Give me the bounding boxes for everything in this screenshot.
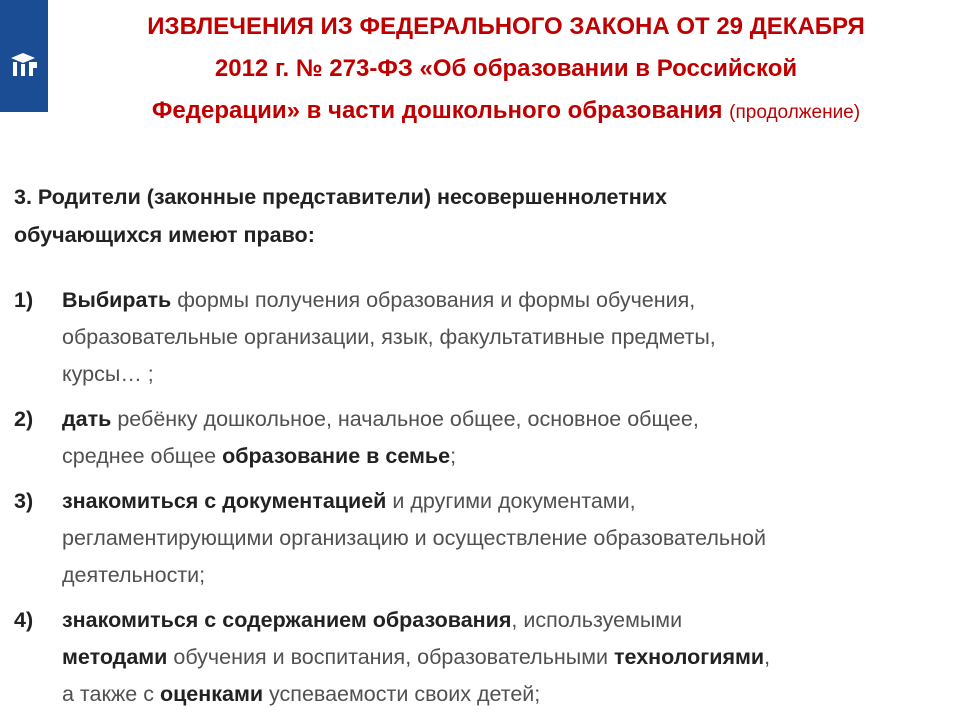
list-item-text: курсы… ; bbox=[62, 362, 154, 386]
list-item bbox=[14, 401, 950, 475]
list-item bbox=[14, 483, 950, 594]
intro-paragraph bbox=[14, 178, 950, 254]
list-item-number: 2) bbox=[14, 407, 34, 431]
list-item bbox=[14, 282, 950, 393]
list-item-text: ребёнку дошкольное, начальное общее, основное общее, bbox=[111, 407, 699, 431]
list-item-text: успеваемости своих детей; bbox=[263, 682, 541, 706]
title-line-1: ИЗВЛЕЧЕНИЯ ИЗ ФЕДЕРАЛЬНОГО ЗАКОНА ОТ 29 ДЕКАБРЯ bbox=[147, 13, 865, 40]
slide-title bbox=[62, 6, 950, 134]
list-item-bold: оценками bbox=[159, 682, 264, 706]
list-item-bold: знакомиться с содержанием образования bbox=[62, 608, 512, 632]
list-item-number: 1) bbox=[14, 288, 34, 312]
title-line-2: 2012 г. № 273-ФЗ «Об образовании в Российской bbox=[214, 55, 798, 82]
list-item-bold: методами bbox=[62, 645, 168, 669]
title-continuation: (продолжение) bbox=[729, 102, 861, 123]
list-item-bold: технологиями bbox=[614, 645, 765, 669]
list-item-text: , bbox=[764, 645, 771, 669]
title-line-3-text: Федерации» в части дошкольного образования bbox=[151, 97, 723, 124]
list-item-bold: дать bbox=[62, 407, 112, 431]
brand-side-bar bbox=[0, 0, 48, 112]
list-item-text: а также с bbox=[62, 682, 160, 706]
intro-line-2: обучающихся имеют право: bbox=[14, 223, 315, 247]
intro-line-1: 3. Родители (законные представители) несовершеннолетних bbox=[14, 185, 667, 209]
rights-list bbox=[14, 282, 950, 713]
list-item-text: регламентирующими организацию и осуществление образовательной bbox=[62, 526, 766, 550]
list-item-text: образовательные организации, язык, факультативные предметы, bbox=[62, 325, 716, 349]
list-item bbox=[14, 602, 950, 713]
list-item-text: ; bbox=[450, 444, 457, 468]
list-item-text: деятельности; bbox=[62, 563, 206, 587]
list-item-bold: образование в семье bbox=[222, 444, 451, 468]
list-item-number: 4) bbox=[14, 608, 34, 632]
publisher-logo-icon bbox=[8, 50, 38, 80]
title-line-3 bbox=[62, 90, 950, 134]
list-item-bold: Выбирать bbox=[62, 288, 172, 312]
list-item-number: 3) bbox=[14, 489, 34, 513]
list-item-bold: знакомиться с документацией bbox=[62, 489, 387, 513]
slide-body bbox=[14, 178, 950, 713]
list-item-text: обучения и воспитания, образовательными bbox=[167, 645, 615, 669]
list-item-text: среднее общее bbox=[62, 444, 223, 468]
list-item-text: , используемыми bbox=[511, 608, 683, 632]
list-item-text: формы получения образования и формы обучения, bbox=[171, 288, 696, 312]
list-item-text: и другими документами, bbox=[386, 489, 636, 513]
